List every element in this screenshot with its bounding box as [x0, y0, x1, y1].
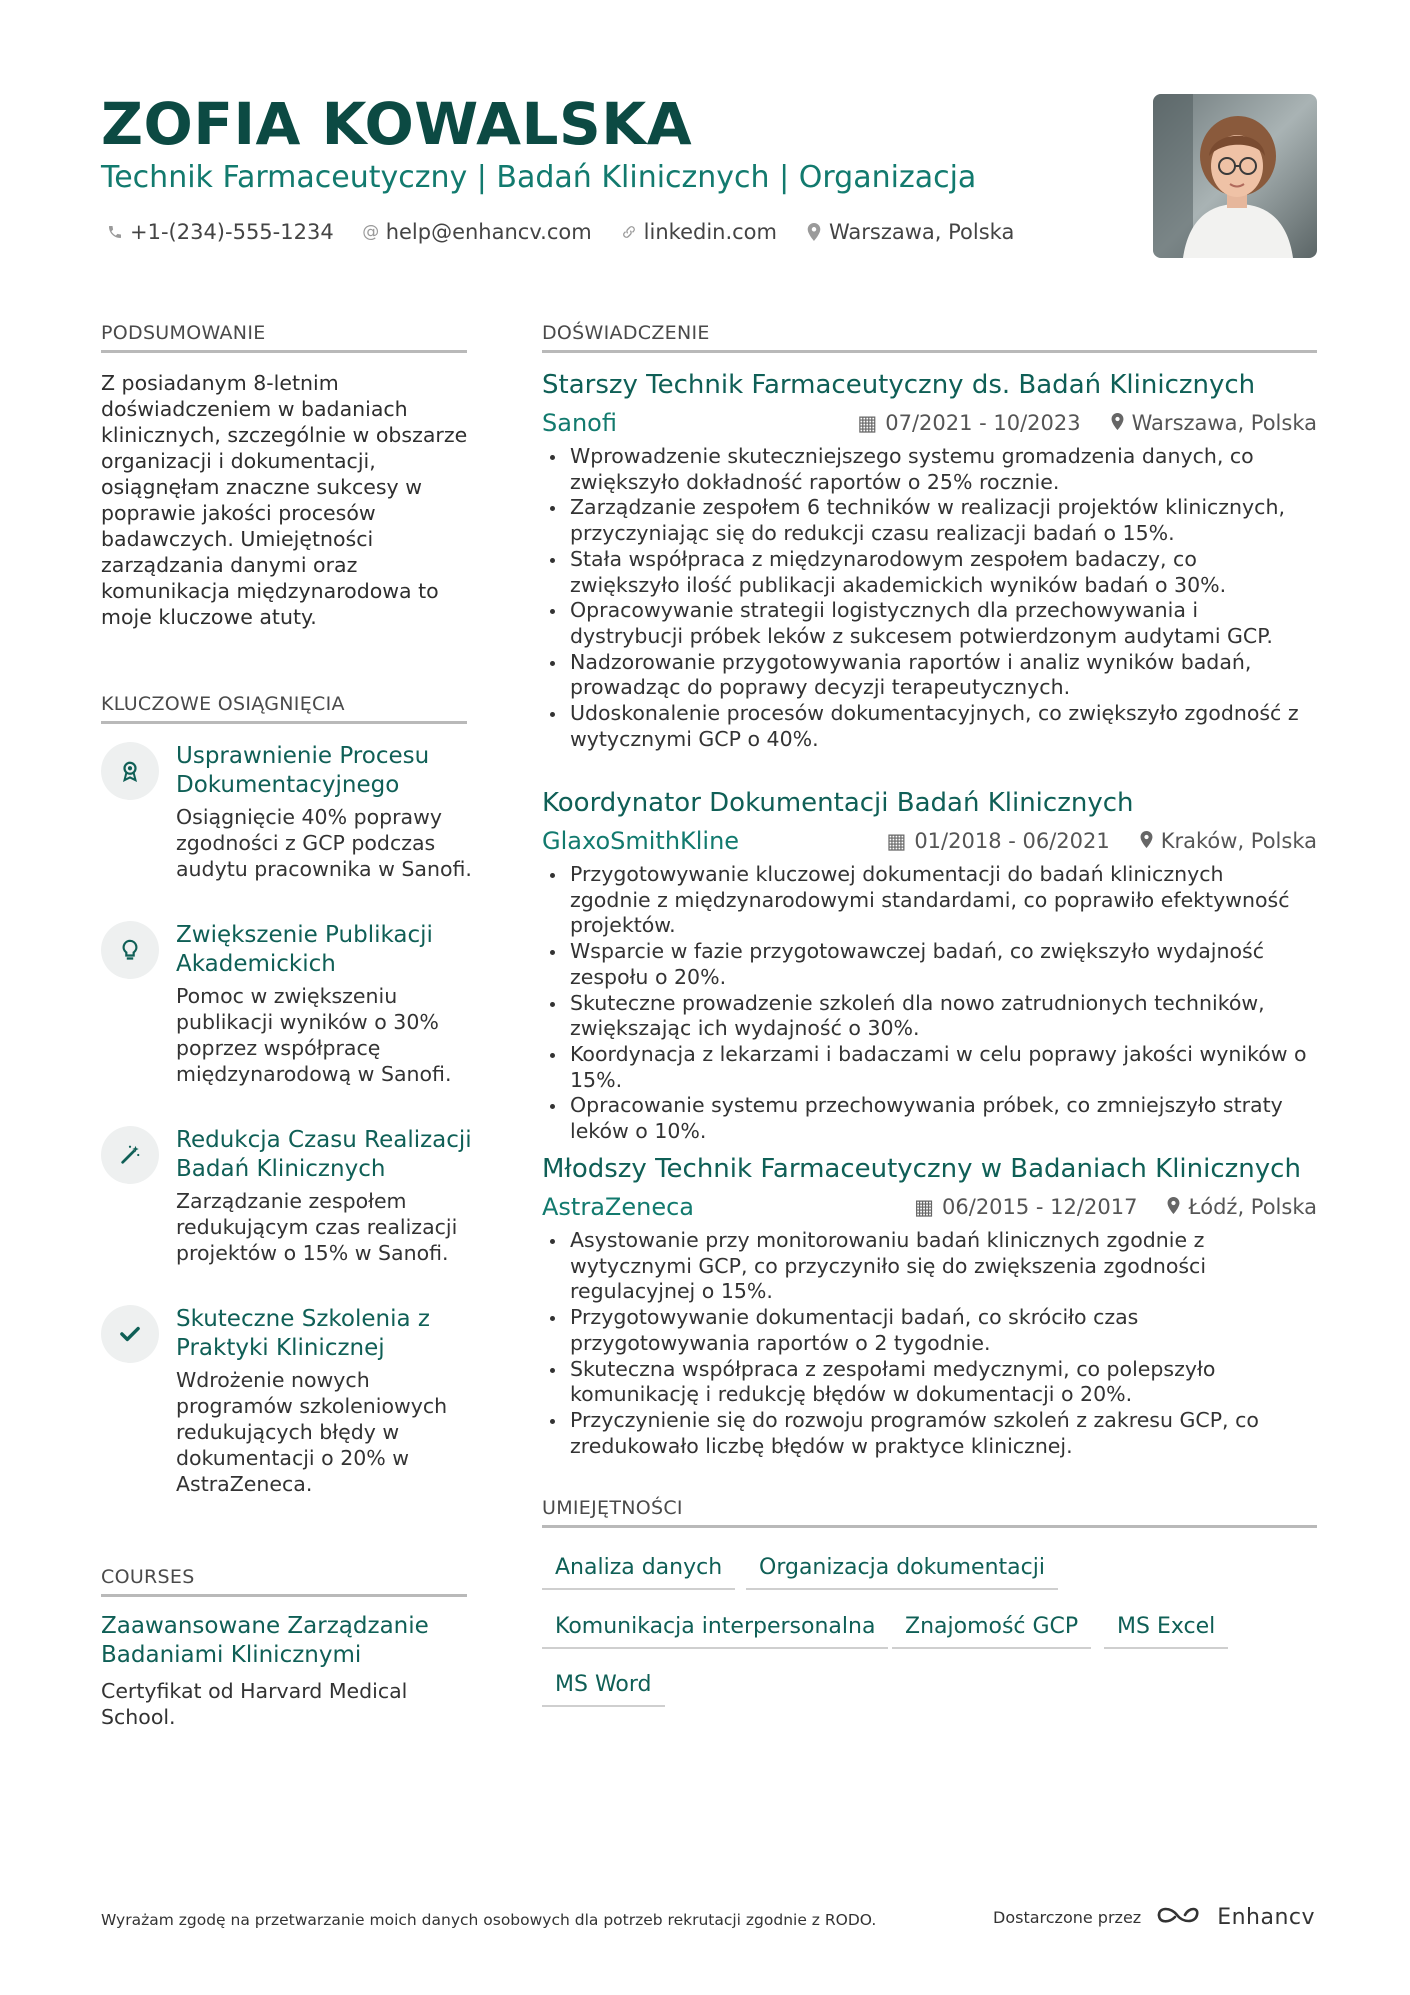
job-bullet: Przyczynienie się do rozwoju programów szkoleń z zakresu GCP, co zredukowało liczbę błędów w praktyce klinicznej. — [570, 1408, 1310, 1459]
achievement-desc: Zarządzanie zespołem redukującym czas realizacji projektów o 15% w Sanofi. — [176, 1189, 458, 1265]
brand-name: Enhancv — [1217, 1904, 1316, 1930]
at-icon: @ — [362, 222, 380, 242]
contact-location-text: Warszawa, Polska — [828, 220, 1015, 244]
job-meta — [542, 409, 1317, 439]
calendar-icon: ▦ — [886, 829, 907, 853]
job-title: Młodszy Technik Farmaceutyczny w Badaniach Klinicznych — [542, 1154, 1301, 1184]
profile-photo — [1153, 94, 1317, 258]
skill-tag: Analiza danych — [542, 1555, 735, 1590]
achievement-title: Zwiększenie Publikacji Akademickich — [176, 922, 433, 977]
job-meta — [542, 1193, 1317, 1223]
magic-wand-icon — [101, 1126, 159, 1184]
job-bullet: Przygotowywanie dokumentacji badań, co skróciło czas przygotowywania raportów o 2 tygodnie. — [570, 1305, 1310, 1356]
powered-by-label: Dostarczone przez — [993, 1907, 1142, 1927]
location-icon — [805, 223, 823, 241]
job-dates: ▦ 06/2015 - 12/2017 — [914, 1195, 1138, 1219]
job-bullet: Udoskonalenie procesów dokumentacyjnych, co zwiększyło zgodność z wytycznymi GCP o 40%. — [570, 701, 1310, 752]
job-bullet: Opracowanie systemu przechowywania próbek, co zmniejszyło straty leków o 10%. — [570, 1093, 1310, 1144]
job-bullets — [570, 862, 1310, 1145]
company-name: AstraZeneca — [542, 1193, 694, 1221]
contact-bar — [106, 220, 1014, 244]
skills-section-title: UMIEJĘTNOŚCI — [542, 1497, 1317, 1528]
link-icon — [620, 224, 638, 240]
company-name: Sanofi — [542, 409, 617, 437]
lightbulb-icon — [101, 921, 159, 979]
consent-text: Wyrażam zgodę na przetwarzanie moich danych osobowych dla potrzeb rekrutacji zgodnie z RODO. — [101, 1911, 877, 1929]
job-bullet: Wprowadzenie skuteczniejszego systemu gromadzenia danych, co zwiększyło dokładność raportów o 25% rocznie. — [570, 444, 1310, 495]
skill-tag: Znajomość GCP — [892, 1614, 1091, 1649]
company-name: GlaxoSmithKline — [542, 827, 740, 855]
job-bullet: Koordynacja z lekarzami i badaczami w celu poprawy jakości wyników o 15%. — [570, 1042, 1310, 1093]
achievement-title: Usprawnienie Procesu Dokumentacyjnego — [176, 743, 430, 798]
job-bullet: Nadzorowanie przygotowywania raportów i analiz wyników badań, prowadząc do poprawy decyzji terapeutycznych. — [570, 650, 1310, 701]
achievement-desc: Osiągnięcie 40% poprawy zgodności z GCP podczas audytu pracownika w Sanofi. — [176, 805, 472, 881]
skill-tag: MS Word — [542, 1672, 665, 1707]
contact-phone[interactable] — [106, 220, 334, 244]
job-bullet: Skuteczna współpraca z zespołami medycznymi, co polepszyło komunikację i redukcję błędów w dokumentacji o 20%. — [570, 1357, 1310, 1408]
skill-tag: MS Excel — [1104, 1614, 1228, 1649]
job-title: Koordynator Dokumentacji Badań Klinicznych — [542, 788, 1134, 818]
enhancv-logo-icon — [1155, 1903, 1203, 1931]
contact-phone-text: +1-(234)-555-1234 — [130, 220, 334, 244]
job-location: Kraków, Polska — [1140, 829, 1317, 853]
job-dates: ▦ 01/2018 - 06/2021 — [886, 829, 1110, 853]
contact-email[interactable] — [362, 220, 592, 244]
course-desc: Certyfikat od Harvard Medical School. — [101, 1679, 408, 1729]
contact-linkedin[interactable] — [620, 220, 777, 244]
job-bullets — [570, 1228, 1310, 1459]
job-bullet: Asystowanie przy monitorowaniu badań klinicznych zgodnie z wytycznymi GCP, co przyczyniło się do zwiększenia zgodności regulacyjnej o 15%. — [570, 1228, 1310, 1305]
job-title: Starszy Technik Farmaceutyczny ds. Badań Klinicznych — [542, 370, 1256, 400]
job-bullets — [570, 444, 1310, 752]
job-bullet: Wsparcie w fazie przygotowawczej badań, co zwiększyło wydajność zespołu o 20%. — [570, 939, 1310, 990]
job-bullet: Przygotowywanie kluczowej dokumentacji do badań klinicznych zgodnie z międzynarodowymi standardami, co poprawiło efektywność projektów. — [570, 862, 1310, 939]
summary-section-title: PODSUMOWANIE — [101, 322, 467, 353]
calendar-icon: ▦ — [857, 411, 878, 435]
job-location: Łódź, Polska — [1167, 1195, 1317, 1219]
achievements-section-title: KLUCZOWE OSIĄGNIĘCIA — [101, 693, 467, 724]
award-icon — [101, 742, 159, 800]
headline: Technik Farmaceutyczny | Badań Klinicznych | Organizacja — [101, 160, 977, 195]
achievement-title: Redukcja Czasu Realizacji Badań Klinicznych — [176, 1127, 472, 1182]
contact-email-text: help@enhancv.com — [385, 220, 592, 244]
course-title: Zaawansowane Zarządzanie Badaniami Klinicznymi — [101, 1613, 429, 1668]
check-icon — [101, 1305, 159, 1363]
location-icon — [1111, 411, 1124, 435]
candidate-name: ZOFIA KOWALSKA — [101, 90, 693, 158]
job-meta — [542, 827, 1317, 857]
skill-tag: Komunikacja interpersonalna — [542, 1614, 888, 1649]
achievement-desc: Wdrożenie nowych programów szkoleniowych redukujących błędy w dokumentacji o 20% w AstraZeneca. — [176, 1368, 448, 1496]
contact-linkedin-text: linkedin.com — [643, 220, 777, 244]
calendar-icon: ▦ — [914, 1195, 935, 1219]
location-icon — [1167, 1195, 1180, 1219]
contact-location — [805, 220, 1014, 244]
achievement-desc: Pomoc w zwiększeniu publikacji wyników o 30% poprzez współpracę międzynarodową w Sanofi. — [176, 984, 452, 1086]
job-bullet: Skuteczne prowadzenie szkoleń dla nowo zatrudnionych techników, zwiększając ich wydajność o 30%. — [570, 991, 1310, 1042]
courses-section-title: COURSES — [101, 1566, 467, 1597]
job-bullet: Stała współpraca z międzynarodowym zespołem badaczy, co zwiększyło ilość publikacji akademickich wyników badań o 30%. — [570, 547, 1310, 598]
location-icon — [1140, 829, 1153, 853]
experience-section-title: DOŚWIADCZENIE — [542, 322, 1317, 353]
powered-by[interactable] — [993, 1903, 1315, 1931]
achievement-title: Skuteczne Szkolenia z Praktyki Klinicznej — [176, 1306, 430, 1361]
job-bullet: Zarządzanie zespołem 6 techników w realizacji projektów klinicznych, przyczyniając się do redukcji czasu realizacji badań o 15%. — [570, 495, 1310, 546]
job-dates: ▦ 07/2021 - 10/2023 — [857, 411, 1081, 435]
phone-icon — [106, 224, 124, 240]
job-location: Warszawa, Polska — [1111, 411, 1317, 435]
summary-text: Z posiadanym 8-letnim doświadczeniem w badaniach klinicznych, szczególnie w obszarze organizacji i dokumentacji, osiągnęłam znaczne sukcesy w poprawie jakości procesów badawczych. Umiejętności zarządzania danymi oraz komunikacja międzynarodowa to moje kluczowe atuty. — [101, 371, 468, 629]
job-bullet: Opracowywanie strategii logistycznych dla przechowywania i dystrybucji próbek leków z sukcesem potwierdzonym audytami GCP. — [570, 598, 1310, 649]
skill-tag: Organizacja dokumentacji — [746, 1555, 1058, 1590]
